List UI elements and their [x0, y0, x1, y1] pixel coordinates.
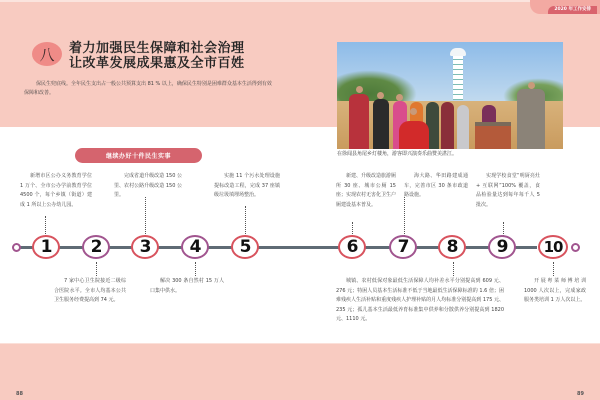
chapter-number-badge: 八 — [32, 42, 62, 66]
photo-caption: 在徐闻县角尾乡灯楼角，游客即兴演奏乐曲赞美湛江。 — [337, 151, 458, 157]
section-title-pill: 继续办好十件民生实事 — [75, 148, 202, 163]
connector-7 — [404, 197, 405, 236]
timeline-node-2: 2 — [82, 235, 110, 259]
photo-tourists-performance — [337, 42, 563, 149]
bottom-band — [0, 343, 600, 400]
timeline-node-9: 9 — [488, 235, 516, 259]
connector-4 — [195, 262, 196, 276]
connector-5 — [245, 206, 246, 236]
photo-person — [349, 94, 369, 149]
connector-9 — [503, 222, 504, 236]
photo-person — [457, 105, 469, 149]
photo-standing-man — [517, 89, 545, 149]
timeline-text-10: 开展粤菜师傅培训 1000 人次以上，完成家政服务类培训 1 万人次以上。 — [524, 278, 586, 303]
photo-person-head — [377, 92, 384, 99]
timeline-text-2: 7 家中心卫生院接近二级综合医院水平。全市人均基本公共卫生服务经费提高到 74 元。 — [54, 278, 126, 303]
timeline-text-4: 解决 300 条自然村 15 万人口集中供水。 — [150, 278, 224, 294]
timeline-node-8: 8 — [438, 235, 466, 259]
timeline-start-dot — [12, 243, 21, 252]
connector-6 — [352, 222, 353, 236]
timeline-node-4: 4 — [181, 235, 209, 259]
timeline-node-7: 7 — [389, 235, 417, 259]
photo-person-head — [410, 108, 417, 115]
timeline-text-9: 实现学校食堂“明厨亮灶 + 互联网”100% 覆盖，食品检验量达到每年每千人 5 批次。 — [476, 173, 540, 208]
connector-3 — [145, 197, 146, 236]
photo-person — [373, 99, 389, 149]
timeline-text-5: 实施 11 个污水处理设施提标改造工程，完成 37 座镇级垃圾填埋场整治。 — [214, 173, 280, 198]
timeline-text-1: 新增市区公办义务教育学位 1 万个、全市公办学前教育学位 4500 个，每个乡镇（街道）建成 1 所以上公办幼儿园。 — [20, 173, 92, 208]
timeline-node-1: 1 — [32, 235, 60, 259]
page-number-left: 88 — [16, 391, 23, 397]
chapter-title-line-1: 着力加强民生保障和社会治理 — [69, 41, 245, 56]
connector-2 — [96, 262, 97, 276]
photo-seated-musician — [399, 121, 429, 149]
page-number-right: 89 — [577, 391, 584, 397]
photo-person-head — [356, 86, 363, 93]
photo-brick-pedestal — [475, 122, 511, 149]
connector-8 — [453, 262, 454, 276]
timeline-text-6: 新建、升级改造旅游厕所 30 座、城市公厕 15 座；实现农村无害化卫生户厕建设基本普及。 — [336, 173, 397, 208]
timeline-text-7: 海大路、华田路建成通车，完善市区 30 条市政道路设施。 — [404, 173, 468, 198]
photo-person — [441, 102, 454, 149]
photo-person-head — [528, 82, 535, 89]
timeline-node-6: 6 — [338, 235, 366, 259]
connector-10 — [553, 262, 554, 276]
connector-1 — [45, 216, 46, 236]
chapter-intro: 保民生兜底线。全年民生支出占一般公共预算支出 81 % 以上，确保民生特别是困难群众基本生活得到有效保障和改善。 — [24, 81, 272, 96]
photo-person-head — [396, 94, 403, 101]
timeline-end-dot — [571, 243, 580, 252]
timeline-node-3: 3 — [131, 235, 159, 259]
timeline-node-10: 10 — [538, 235, 568, 259]
chapter-title-line-2: 让改革发展成果惠及全市百姓 — [69, 56, 245, 71]
timeline-text-3: 完成省道升级改造 150 公里、农村公路升级改造 150 公里。 — [114, 173, 182, 198]
timeline-node-5: 5 — [231, 235, 259, 259]
chapter-title — [69, 41, 245, 71]
header-section-tag: 2020 年工作安排 — [548, 6, 597, 14]
photo-lighthouse — [453, 50, 463, 100]
timeline-text-8: 城镇、农村低保对象最低生活保障人均补差水平分别提高到 609 元、276 元；特困人员基本生活标准不低于当地最低生活保障标准的 1.6 倍；困难残疾人生活补贴和重度残疾人护理补贴的月人均标准分别提高到 175 元、235 元；孤儿基本生活最低养育标准集中供养和分散供养分别提高到 1820 元、1110 元。 — [336, 278, 504, 322]
